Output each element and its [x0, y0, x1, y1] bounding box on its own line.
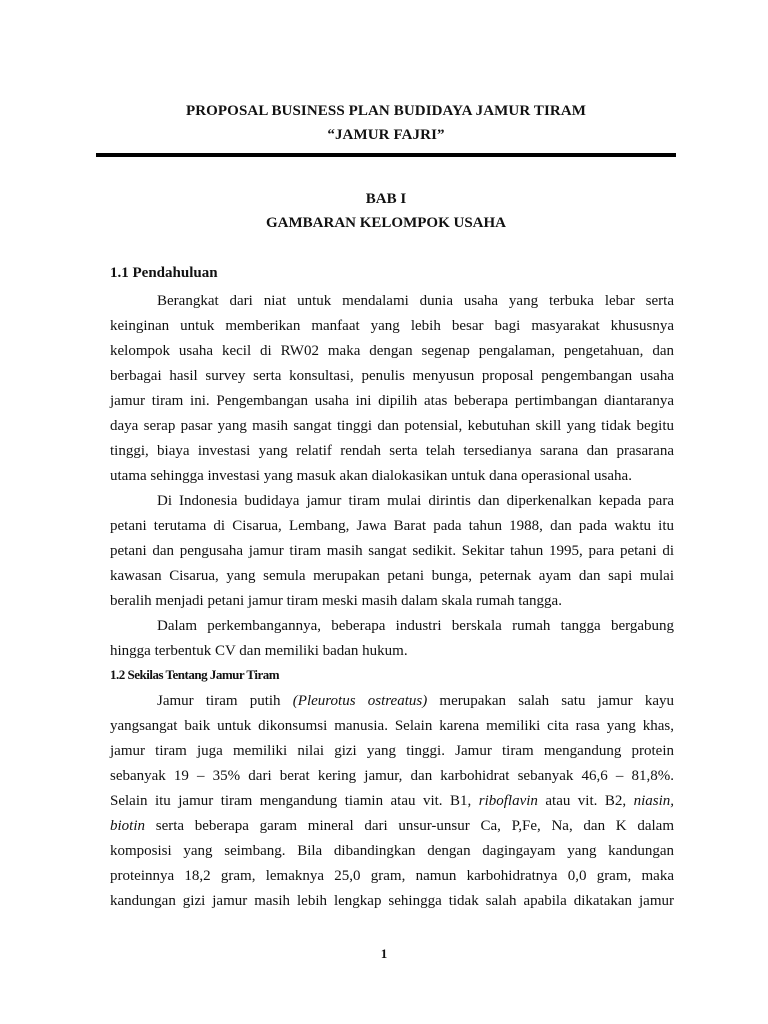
paragraph-line: utama sehingga investasi yang masuk akan dialokasikan untuk dana operasional usaha.: [110, 468, 632, 484]
text-run: merupakan salah satu jamur kayu: [427, 693, 675, 709]
paragraph-line: keinginan untuk memberikan manfaat yang lebih besar bagi masyarakat khususnya: [110, 318, 674, 334]
vitamin-name: niasin,: [633, 793, 674, 809]
paragraph-line: Berangkat dari niat untuk mendalami dunia usaha yang terbuka lebar serta: [157, 293, 674, 309]
text-run: serta beberapa garam mineral dari unsur-unsur Ca, P,Fe, Na, dan K dalam: [145, 818, 674, 834]
paragraph-line: hingga terbentuk CV dan memiliki badan hukum.: [110, 643, 408, 659]
section-heading-pendahuluan: 1.1 Pendahuluan: [110, 265, 218, 281]
page-number: 1: [380, 946, 388, 961]
paragraph-line: petani terutama di Cisarua, Lembang, Jawa Barat pada tahun 1988, dan pada waktu itu: [110, 518, 674, 534]
paragraph-line: tinggi, biaya investasi yang relatif rendah serta telah tersedianya sarana dan prasarana: [110, 443, 674, 459]
paragraph-line: [157, 691, 674, 711]
section-heading-sekilas: 1.2 Sekilas Tentang Jamur Tiram: [110, 667, 280, 682]
vitamin-name: biotin: [110, 818, 146, 834]
paragraph-line: jamur tiram ini. Pengembangan usaha ini dipilih atas beberapa pertimbangan diantaranya: [110, 393, 674, 409]
paragraph-line: jamur tiram juga memiliki nilai gizi yang tinggi. Jamur tiram mengandung protein: [110, 743, 674, 759]
paragraph-line: kawasan Cisarua, yang semula merupakan petani bunga, peternak ayam dan sapi mulai: [110, 568, 674, 584]
paragraph-line: [110, 816, 674, 836]
paragraph-line: Di Indonesia budidaya jamur tiram mulai dirintis dan diperkenalkan kepada para: [157, 493, 674, 509]
document-title: PROPOSAL BUSINESS PLAN BUDIDAYA JAMUR TIRAM: [185, 103, 587, 119]
paragraph-line: beralih menjadi petani jamur tiram meski masih dalam skala rumah tangga.: [110, 593, 562, 609]
paragraph-line: sebanyak 19 – 35% dari berat kering jamur, dan karbohidrat sebanyak 46,6 – 81,8%.: [110, 768, 674, 784]
chapter-number: BAB I: [365, 191, 407, 207]
title-divider: [96, 153, 676, 157]
text-run: Selain itu jamur tiram mengandung tiamin atau vit. B1,: [110, 793, 479, 809]
chapter-title: GAMBARAN KELOMPOK USAHA: [266, 215, 506, 231]
paragraph-line: daya serap pasar yang masih sangat tinggi dan potensial, kebutuhan skill yang tidak begitu: [110, 418, 674, 434]
paragraph-line: komposisi yang seimbang. Bila dibandingkan dengan dagingayam yang kandungan: [110, 843, 674, 859]
paragraph-line: yangsangat baik untuk dikonsumsi manusia. Selain karena memiliki cita rasa yang khas,: [110, 718, 674, 734]
paragraph-line: proteinnya 18,2 gram, lemaknya 25,0 gram, namun karbohidratnya 0,0 gram, maka: [110, 868, 674, 884]
paragraph-line: kandungan gizi jamur masih lebih lengkap sehingga tidak salah apabila dikatakan jamur: [110, 893, 674, 909]
text-run: atau vit. B2,: [537, 793, 634, 809]
paragraph-line: kelompok usaha kecil di RW02 maka dengan segenap pengalaman, pengetahuan, dan: [110, 343, 674, 359]
vitamin-name: riboflavin: [478, 793, 538, 809]
species-name: (Pleurotus ostreatus): [292, 693, 428, 709]
paragraph-line: petani dan pengusaha jamur tiram masih sangat sedikit. Sekitar tahun 1995, para petani di: [110, 543, 674, 559]
paragraph-line: berbagai hasil survey serta konsultasi, penulis menyusun proposal pengembangan usaha: [110, 368, 674, 384]
paragraph-line: [110, 791, 674, 811]
document-subtitle: “JAMUR FAJRI”: [327, 127, 445, 143]
paragraph-line: Dalam perkembangannya, beberapa industri berskala rumah tangga bergabung: [157, 618, 674, 634]
text-run: Jamur tiram putih: [157, 693, 293, 709]
